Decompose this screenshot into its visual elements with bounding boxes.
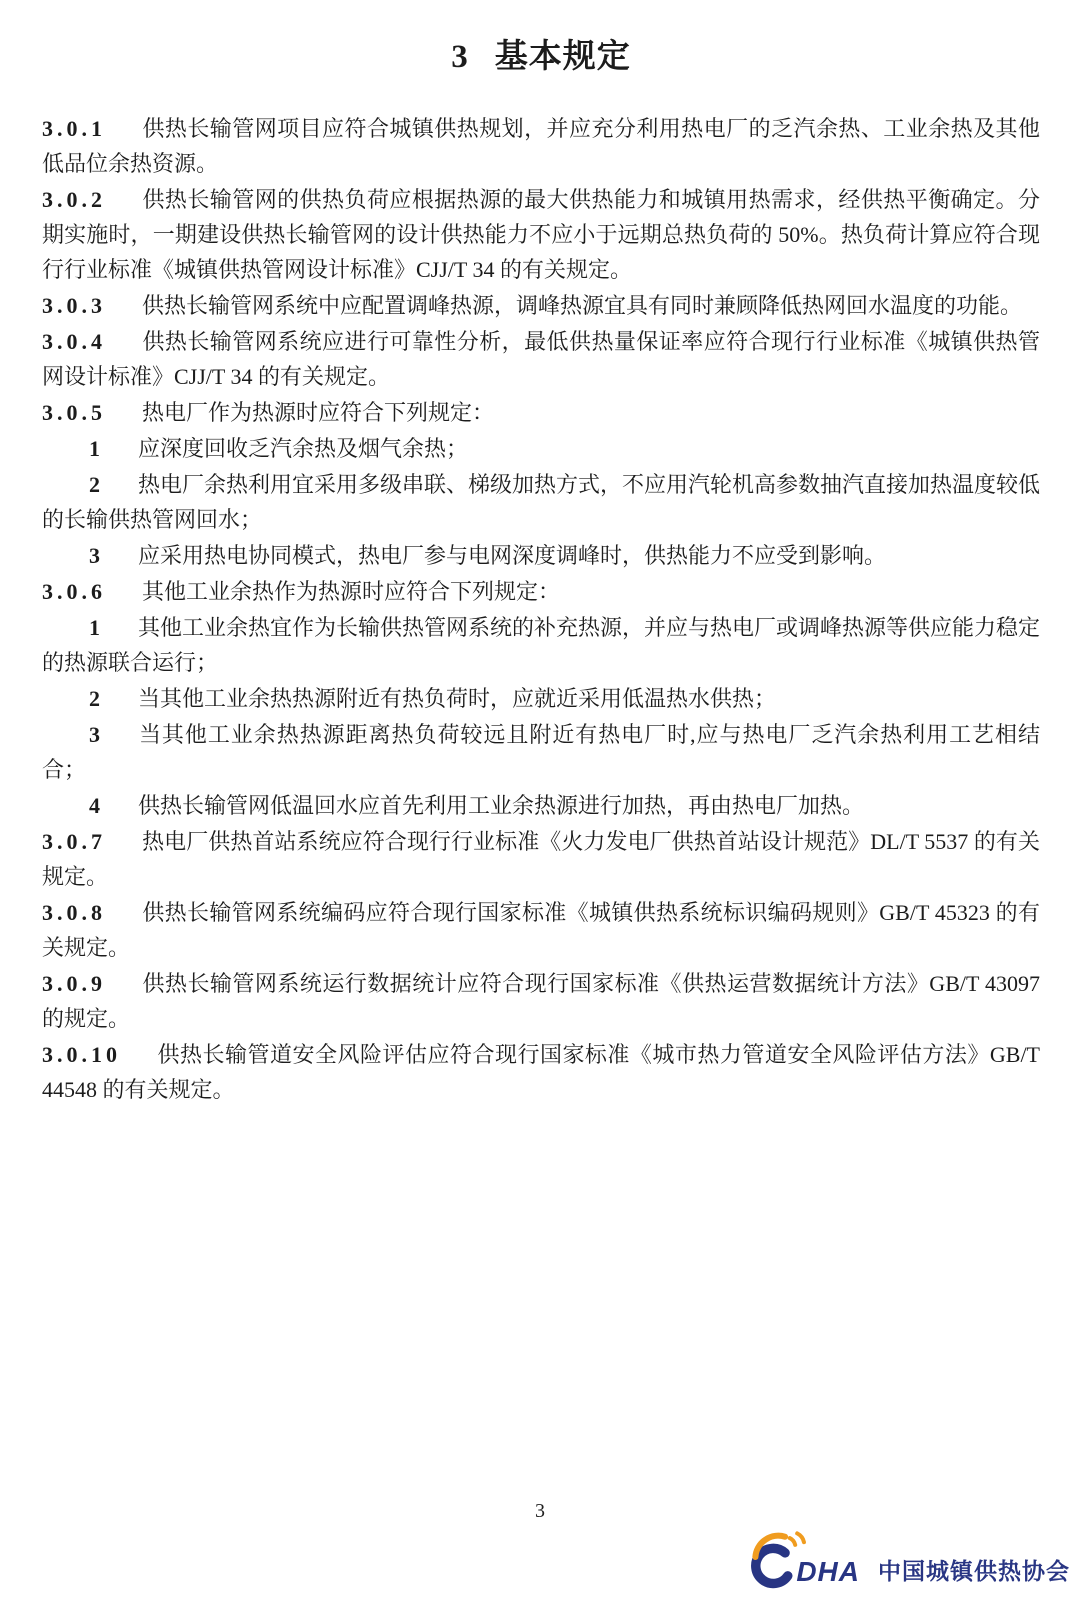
item-text: 当其他工业余热热源附近有热负荷时，应就近采用低温热水供热； bbox=[138, 686, 777, 711]
clause bbox=[42, 1037, 1040, 1107]
page-title bbox=[42, 30, 1040, 77]
logo-abbr-text: DHA bbox=[796, 1556, 860, 1587]
item-text: 应采用热电协同模式，热电厂参与电网深度调峰时，供热能力不应受到影响。 bbox=[138, 543, 887, 568]
clause-number: 3.0.6 bbox=[42, 579, 106, 604]
clause bbox=[42, 111, 1040, 181]
clause-text: 供热长输管网的供热负荷应根据热源的最大供热能力和城镇用热需求，经供热平衡确定。分期实施时，一期建设供热长输管网的设计供热能力不应小于远期总热负荷的 50%。热负荷计算应符合现行行业标准《城镇供热管网设计标准》CJJ/T 34 的有关规定。 bbox=[42, 187, 1040, 282]
clause bbox=[42, 574, 1040, 609]
clause-number: 3.0.7 bbox=[42, 829, 106, 854]
clause-number: 3.0.5 bbox=[42, 400, 106, 425]
clause-item bbox=[42, 681, 1040, 716]
clause bbox=[42, 182, 1040, 287]
clause-number: 3.0.1 bbox=[42, 116, 106, 141]
chapter-number: 3 bbox=[451, 39, 469, 75]
item-number: 1 bbox=[89, 436, 100, 461]
clause-number: 3.0.2 bbox=[42, 187, 106, 212]
item-number: 2 bbox=[89, 472, 100, 497]
clause-number: 3.0.10 bbox=[42, 1042, 121, 1067]
clause-number: 3.0.3 bbox=[42, 293, 106, 318]
clause-item bbox=[42, 538, 1040, 573]
clause-item bbox=[42, 788, 1040, 823]
clause-number: 3.0.9 bbox=[42, 971, 106, 996]
clause bbox=[42, 395, 1040, 430]
clause-text: 热电厂作为热源时应符合下列规定： bbox=[142, 400, 495, 425]
item-text: 其他工业余热宜作为长输供热管网系统的补充热源，并应与热电厂或调峰热源等供应能力稳定的热源联合运行； bbox=[42, 615, 1041, 675]
clause bbox=[42, 966, 1040, 1036]
clause-list bbox=[42, 111, 1040, 1107]
item-text: 应深度回收乏汽余热及烟气余热； bbox=[138, 436, 469, 461]
chapter-title-text: 基本规定 bbox=[494, 39, 631, 75]
clause-item bbox=[42, 467, 1040, 537]
clause-item bbox=[42, 431, 1040, 466]
clause-number: 3.0.4 bbox=[42, 329, 106, 354]
clause bbox=[42, 895, 1040, 965]
clause-item bbox=[42, 610, 1040, 680]
logo-org-name: 中国城镇供热协会 bbox=[878, 1558, 1070, 1584]
clause-text: 供热长输管网系统应进行可靠性分析，最低供热量保证率应符合现行行业标准《城镇供热管网设计标准》CJJ/T 34 的有关规定。 bbox=[42, 329, 1040, 389]
clause-item bbox=[42, 717, 1040, 787]
clause bbox=[42, 324, 1040, 394]
document-page bbox=[42, 30, 1040, 1108]
item-number: 3 bbox=[89, 543, 100, 568]
clause bbox=[42, 288, 1040, 323]
item-number: 1 bbox=[89, 615, 100, 640]
item-number: 2 bbox=[89, 686, 100, 711]
item-text: 当其他工业余热热源距离热负荷较远且附近有热电厂时,应与热电厂乏汽余热利用工艺相结合； bbox=[42, 722, 1040, 782]
item-number: 3 bbox=[89, 722, 100, 747]
clause-text: 供热长输管网系统中应配置调峰热源，调峰热源宜具有同时兼顾降低热网回水温度的功能。 bbox=[142, 293, 1023, 318]
item-text: 供热长输管网低温回水应首先利用工业余热源进行加热，再由热电厂加热。 bbox=[138, 793, 865, 818]
clause-text: 其他工业余热作为热源时应符合下列规定： bbox=[142, 579, 561, 604]
clause-text: 供热长输管网项目应符合城镇供热规划，并应充分利用热电厂的乏汽余热、工业余热及其他低品位余热资源。 bbox=[42, 116, 1040, 176]
clause bbox=[42, 824, 1040, 894]
item-text: 热电厂余热利用宜采用多级串联、梯级加热方式，不应用汽轮机高参数抽汽直接加热温度较低的长输供热管网回水； bbox=[42, 472, 1041, 532]
clause-text: 供热长输管网系统编码应符合现行国家标准《城镇供热系统标识编码规则》GB/T 45323 的有关规定。 bbox=[42, 900, 1040, 960]
association-logo bbox=[750, 1528, 1070, 1590]
clause-text: 供热长输管网系统运行数据统计应符合现行国家标准《供热运营数据统计方法》GB/T 43097 的规定。 bbox=[42, 971, 1040, 1031]
clause-text: 供热长输管道安全风险评估应符合现行国家标准《城市热力管道安全风险评估方法》GB/T 44548 的有关规定。 bbox=[42, 1042, 1040, 1102]
clause-number: 3.0.8 bbox=[42, 900, 106, 925]
item-number: 4 bbox=[89, 793, 100, 818]
clause-text: 热电厂供热首站系统应符合现行行业标准《火力发电厂供热首站设计规范》DL/T 5537 的有关规定。 bbox=[42, 829, 1040, 889]
page-number: 3 bbox=[535, 1500, 545, 1522]
